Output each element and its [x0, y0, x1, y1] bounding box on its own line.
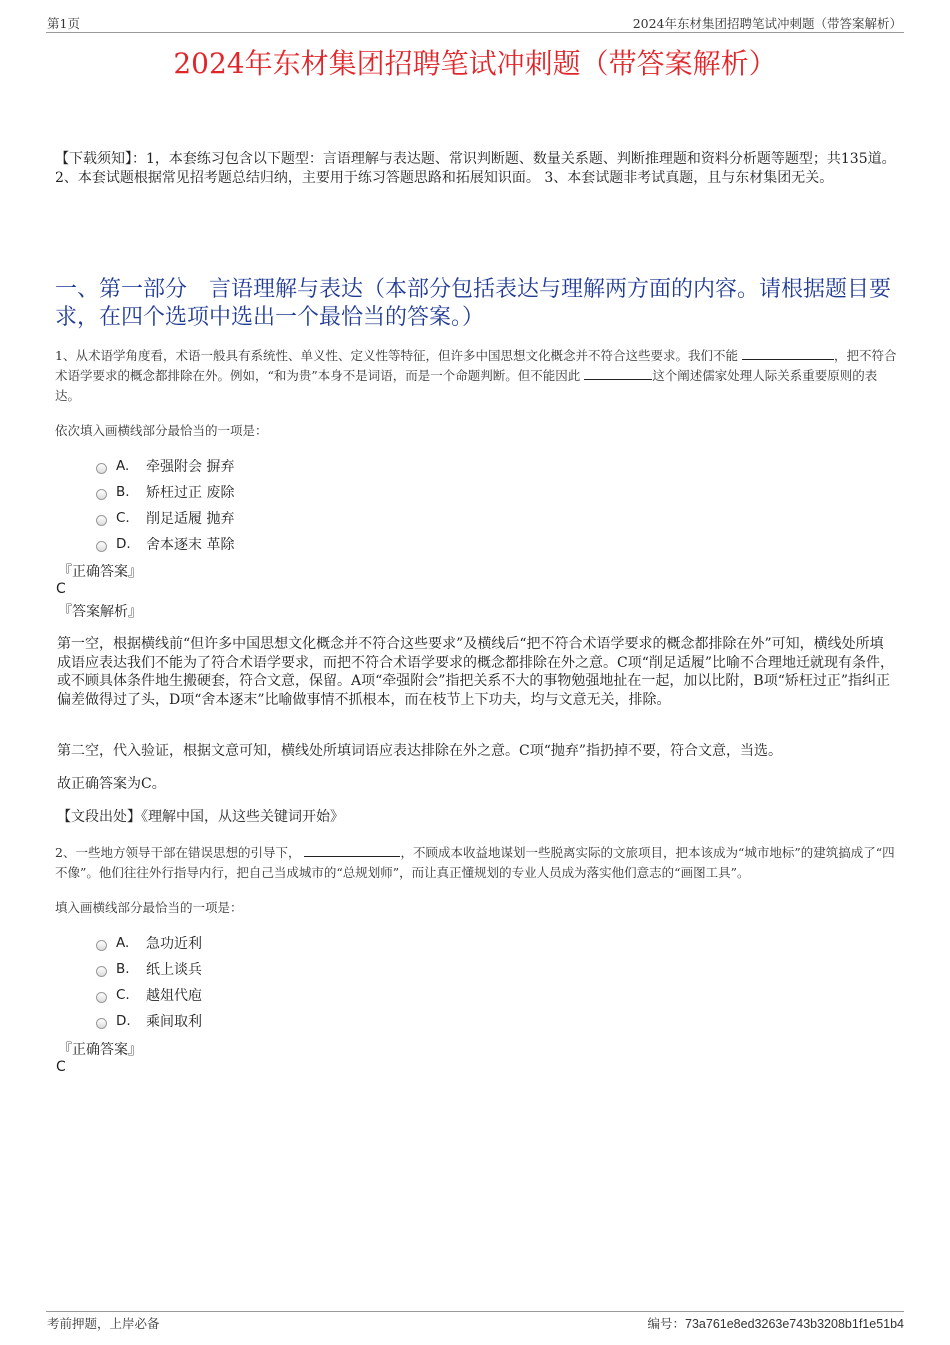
page-number: 第1页	[47, 16, 80, 31]
option-c[interactable]	[96, 984, 202, 1006]
answer-value: C	[56, 1059, 66, 1075]
option-text: 越俎代庖	[146, 988, 202, 1004]
radio-icon[interactable]	[96, 940, 107, 951]
analysis-paragraph-2: 第二空，代入验证，根据文意可知，横线处所填词语应表达排除在外之意。C项“抛弃”指扔掉不要，符合文意，当选。	[57, 743, 783, 759]
page-title: 2024年东材集团招聘笔试冲刺题（带答案解析）	[173, 47, 777, 80]
answer-value: C	[56, 581, 66, 597]
fill-blank	[742, 347, 834, 360]
footer-divider	[46, 1311, 904, 1312]
option-text: 削足适履 抛弃	[146, 511, 235, 527]
option-a[interactable]	[96, 932, 202, 954]
option-b[interactable]	[96, 958, 202, 980]
question-2-text	[55, 843, 900, 883]
radio-icon[interactable]	[96, 966, 107, 977]
id-label: 编号：	[647, 1316, 686, 1331]
question-text: 这个阐述儒家处理人际关系重要原则的表达。	[55, 368, 878, 403]
download-notice: 【下载须知】：1，本套练习包含以下题型：言语理解与表达题、常识判断题、数量关系题、判断推理题和资料分析题等题型；共135道。 2、本套试题根据常见招考题总结归纳，主要用于练习答题思路和拓展知识面。 3、本套试题非考试真题，且与东材集团无关。	[55, 151, 896, 186]
option-text: 矫枉过正 废除	[146, 485, 235, 501]
answer-label: 『正确答案』	[58, 564, 142, 580]
analysis-paragraph-1: 第一空，根据横线前“但许多中国思想文化概念并不符合这些要求”及横线后“把不符合术语学要求的概念都排除在外”可知，横线处所填成语应表达我们不能为了符合术语学要求，而把不符合术语学要求的概念都排除在外之意。C项“削足适履”比喻不合理地迁就现有条件，或不顾具体条件地生搬硬套，符合文意，保留。A项“牵强附会”指把关系不大的事物勉强地扯在一起，加以比附，B项“矫枉过正”指纠正偏差做得过了头，D项“舍本逐末”比喻做事情不抓根本，而在枝节上下功夫，均与文意无关，排除。	[57, 636, 895, 708]
document-id	[648, 1314, 905, 1332]
question-text: ，把不符合术语学要求的概念都排除在外。例如，“和为贵”本身不是词语，而是一个命题判断。但不能因此	[55, 348, 897, 383]
option-text: 舍本逐末 革除	[146, 537, 235, 553]
option-letter: D.	[116, 536, 131, 552]
fill-blank	[304, 844, 400, 857]
analysis-label: 『答案解析』	[58, 604, 142, 620]
question-text: 2、一些地方领导干部在错误思想的引导下，	[55, 845, 305, 860]
radio-icon[interactable]	[96, 489, 107, 500]
header-doc-title: 2024年东材集团招聘笔试冲刺题（带答案解析）	[632, 16, 902, 31]
radio-icon[interactable]	[96, 541, 107, 552]
option-text: 乘间取利	[146, 1014, 202, 1030]
answer-label: 『正确答案』	[58, 1042, 142, 1058]
header-divider	[46, 32, 904, 33]
question-1-text	[55, 346, 900, 406]
option-letter: B.	[116, 961, 130, 977]
section-heading: 一、第一部分 言语理解与表达（本部分包括表达与理解两方面的内容。请根据题目要求，在四个选项中选出一个最恰当的答案。）	[55, 277, 892, 330]
option-a[interactable]	[96, 455, 234, 477]
option-letter: A.	[116, 935, 130, 951]
question-1-prompt: 依次填入画横线部分最恰当的一项是：	[55, 423, 268, 438]
option-letter: C.	[116, 510, 130, 526]
option-d[interactable]	[96, 533, 234, 555]
option-text: 牵强附会 摒弃	[146, 459, 235, 475]
option-b[interactable]	[96, 481, 234, 503]
radio-icon[interactable]	[96, 515, 107, 526]
option-letter: C.	[116, 987, 130, 1003]
option-text: 纸上谈兵	[146, 962, 202, 978]
conclusion: 故正确答案为C。	[57, 776, 166, 792]
question-text: 1、从术语学角度看，术语一般具有系统性、单义性、定义性等特征，但许多中国思想文化概念并不符合这些要求。我们不能	[55, 348, 742, 363]
option-c[interactable]	[96, 507, 234, 529]
question-text: ，不顾成本收益地谋划一些脱离实际的文旅项目，把本该成为“城市地标”的建筑搞成了“四不像”。他们往往外行指导内行，把自己当成城市的“总规划师”，而让真正懂规划的专业人员成为落实他们意志的“画图工具”。	[55, 845, 895, 880]
question-2-prompt: 填入画横线部分最恰当的一项是：	[55, 900, 243, 915]
id-value: 73a761e8ed3263e743b3208b1f1e51b4	[685, 1317, 904, 1331]
option-text: 急功近利	[146, 936, 202, 952]
radio-icon[interactable]	[96, 463, 107, 474]
footer-slogan: 考前押题，上岸必备	[47, 1316, 160, 1331]
option-letter: A.	[116, 458, 130, 474]
option-d[interactable]	[96, 1010, 202, 1032]
option-letter: B.	[116, 484, 130, 500]
radio-icon[interactable]	[96, 992, 107, 1003]
source: 【文段出处】《理解中国，从这些关键词开始》	[57, 809, 344, 825]
option-letter: D.	[116, 1013, 131, 1029]
fill-blank	[584, 367, 652, 380]
radio-icon[interactable]	[96, 1018, 107, 1029]
